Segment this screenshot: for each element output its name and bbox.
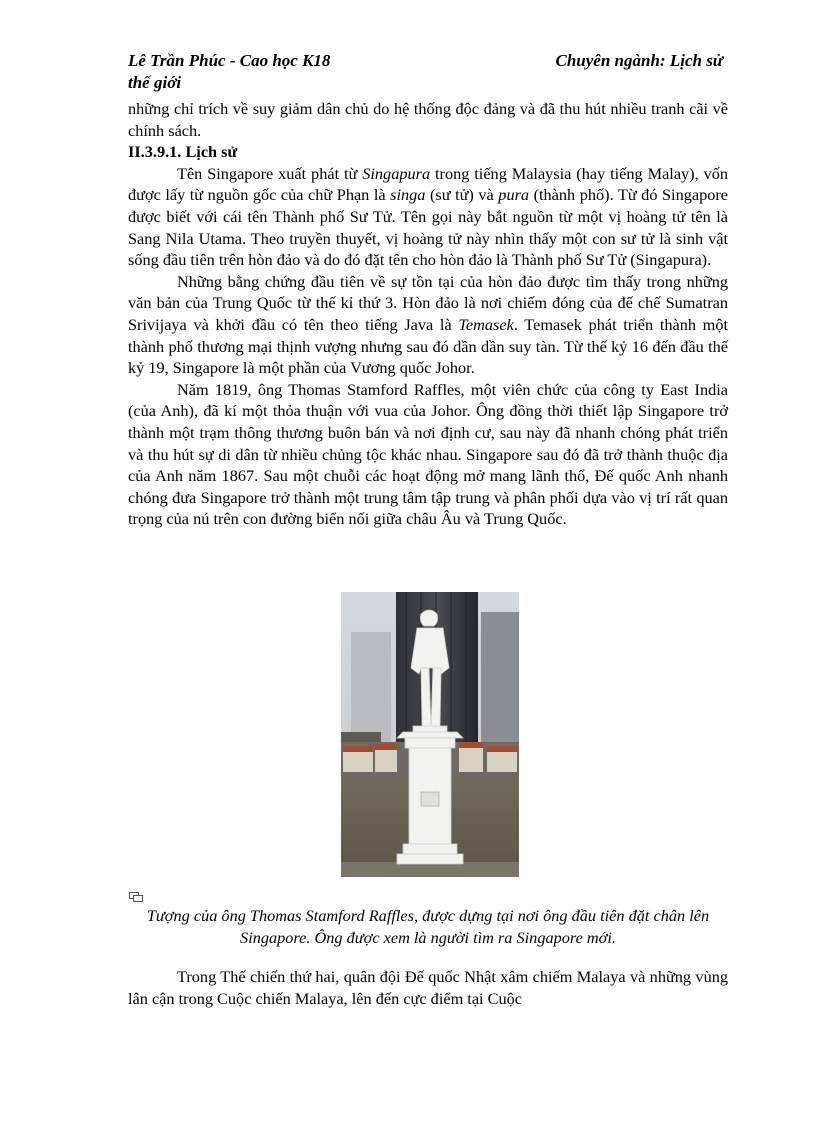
- paragraph-ww2-text: Trong Thế chiến thứ hai, quân đội Đế quốc Nhật xâm chiếm Malaya và những vùng lân cận trong Cuộc chiến Malaya, lên đến cực điểm tại Cuộc: [128, 967, 728, 1008]
- section-heading: II.3.9.1. Lịch sử: [128, 142, 238, 162]
- text-run: Tên Singapore xuất phát từ: [177, 163, 363, 183]
- figure-caption: Tượng của ông Thomas Stamford Raffles, được dựng tại nơi ông đầu tiên đặt chân lên Singapore. Ông được xem là người tìm ra Singapore mới.: [146, 906, 710, 947]
- header-author: Lê Trần Phúc - Cao học K18: [128, 51, 331, 70]
- italic-term: Singapura: [362, 163, 431, 183]
- paragraph-raffles: Năm 1819, ông Thomas Stamford Raffles, một viên chức của công ty East India (của Anh), đã kí một thỏa thuận với vua của Johor. Ông đồng thời thiết lập Singapore trở thành một trạm thông thương buôn bán và nơi định cư, sau này đã nhanh chóng phát triển và thu hút sự di dân từ nhiều chủng tộc khác nhau. Singapore sau đó đã trở thành thuộc địa của Anh năm 1867. Sau một chuỗi các hoạt động mở mang lãnh thổ, Đế quốc Anh nhanh chóng đưa Singapore trở thành một trung tâm tập trung và phân phối dựa vào vị trí rất quan trọng của nú trên con đường biển nối giữa châu Âu và Trung Quốc.: [128, 379, 728, 529]
- body-text: [128, 98, 728, 530]
- paragraph-early-history: [128, 271, 728, 379]
- text-run: (thành phố). Từ đó Singapore được biết với cái tên Thành phố Sư Tử. Tên gọi này bắt nguồn từ một vị hoàng tử tên là Sang Nila Utama. Theo truyền thuyết, vị hoàng tử này nhìn thấy một con sư tử là sinh vật sống đầu tiên trên hòn đảo và do đó đặt tên cho hòn đảo là Thành phố Sư Tử (Singapura).: [128, 185, 729, 270]
- text-run: Những bằng chứng đầu tiên về sự tồn tại của hòn đảo được tìm thấy trong những văn bản của Trung Quốc từ thế kỉ thứ 3. Hòn đảo là nơi chiếm đóng của đế chế Sumatran Srivijaya và khởi đầu có tên theo tiếng Java là: [128, 271, 728, 334]
- paragraph-ww2: [128, 966, 728, 1009]
- raffles-statue-photo: [341, 592, 519, 877]
- text-run: trong tiếng Malaysia (hay tiếng Malay), vốn được lấy từ nguồn gốc của chữ Phạn là: [128, 163, 729, 205]
- text-run: (sư tử) và: [425, 185, 499, 205]
- paragraph-name-origin: [128, 163, 728, 271]
- paragraph-continued: những chỉ trích về suy giảm dân chủ do hệ thống độc đảng và đã thu hút nhiều tranh cãi về chính sách.: [128, 99, 728, 140]
- italic-term: pura: [498, 185, 530, 205]
- header-major: Chuyên ngành: Lịch sử: [555, 51, 723, 70]
- text-run: . Temasek phát triển thành một thành phố thương mại thịnh vượng nhưng sau đó dần dần suy tàn. Từ thế kỷ 16 đến đầu thế kỷ 19, Singapore là một phần của Vương quốc Johor.: [128, 314, 728, 378]
- header-major-continued: thế giới: [128, 73, 182, 92]
- object-anchor-icon: [129, 892, 143, 902]
- italic-term: singa: [390, 185, 426, 205]
- italic-term: Temasek: [458, 314, 514, 334]
